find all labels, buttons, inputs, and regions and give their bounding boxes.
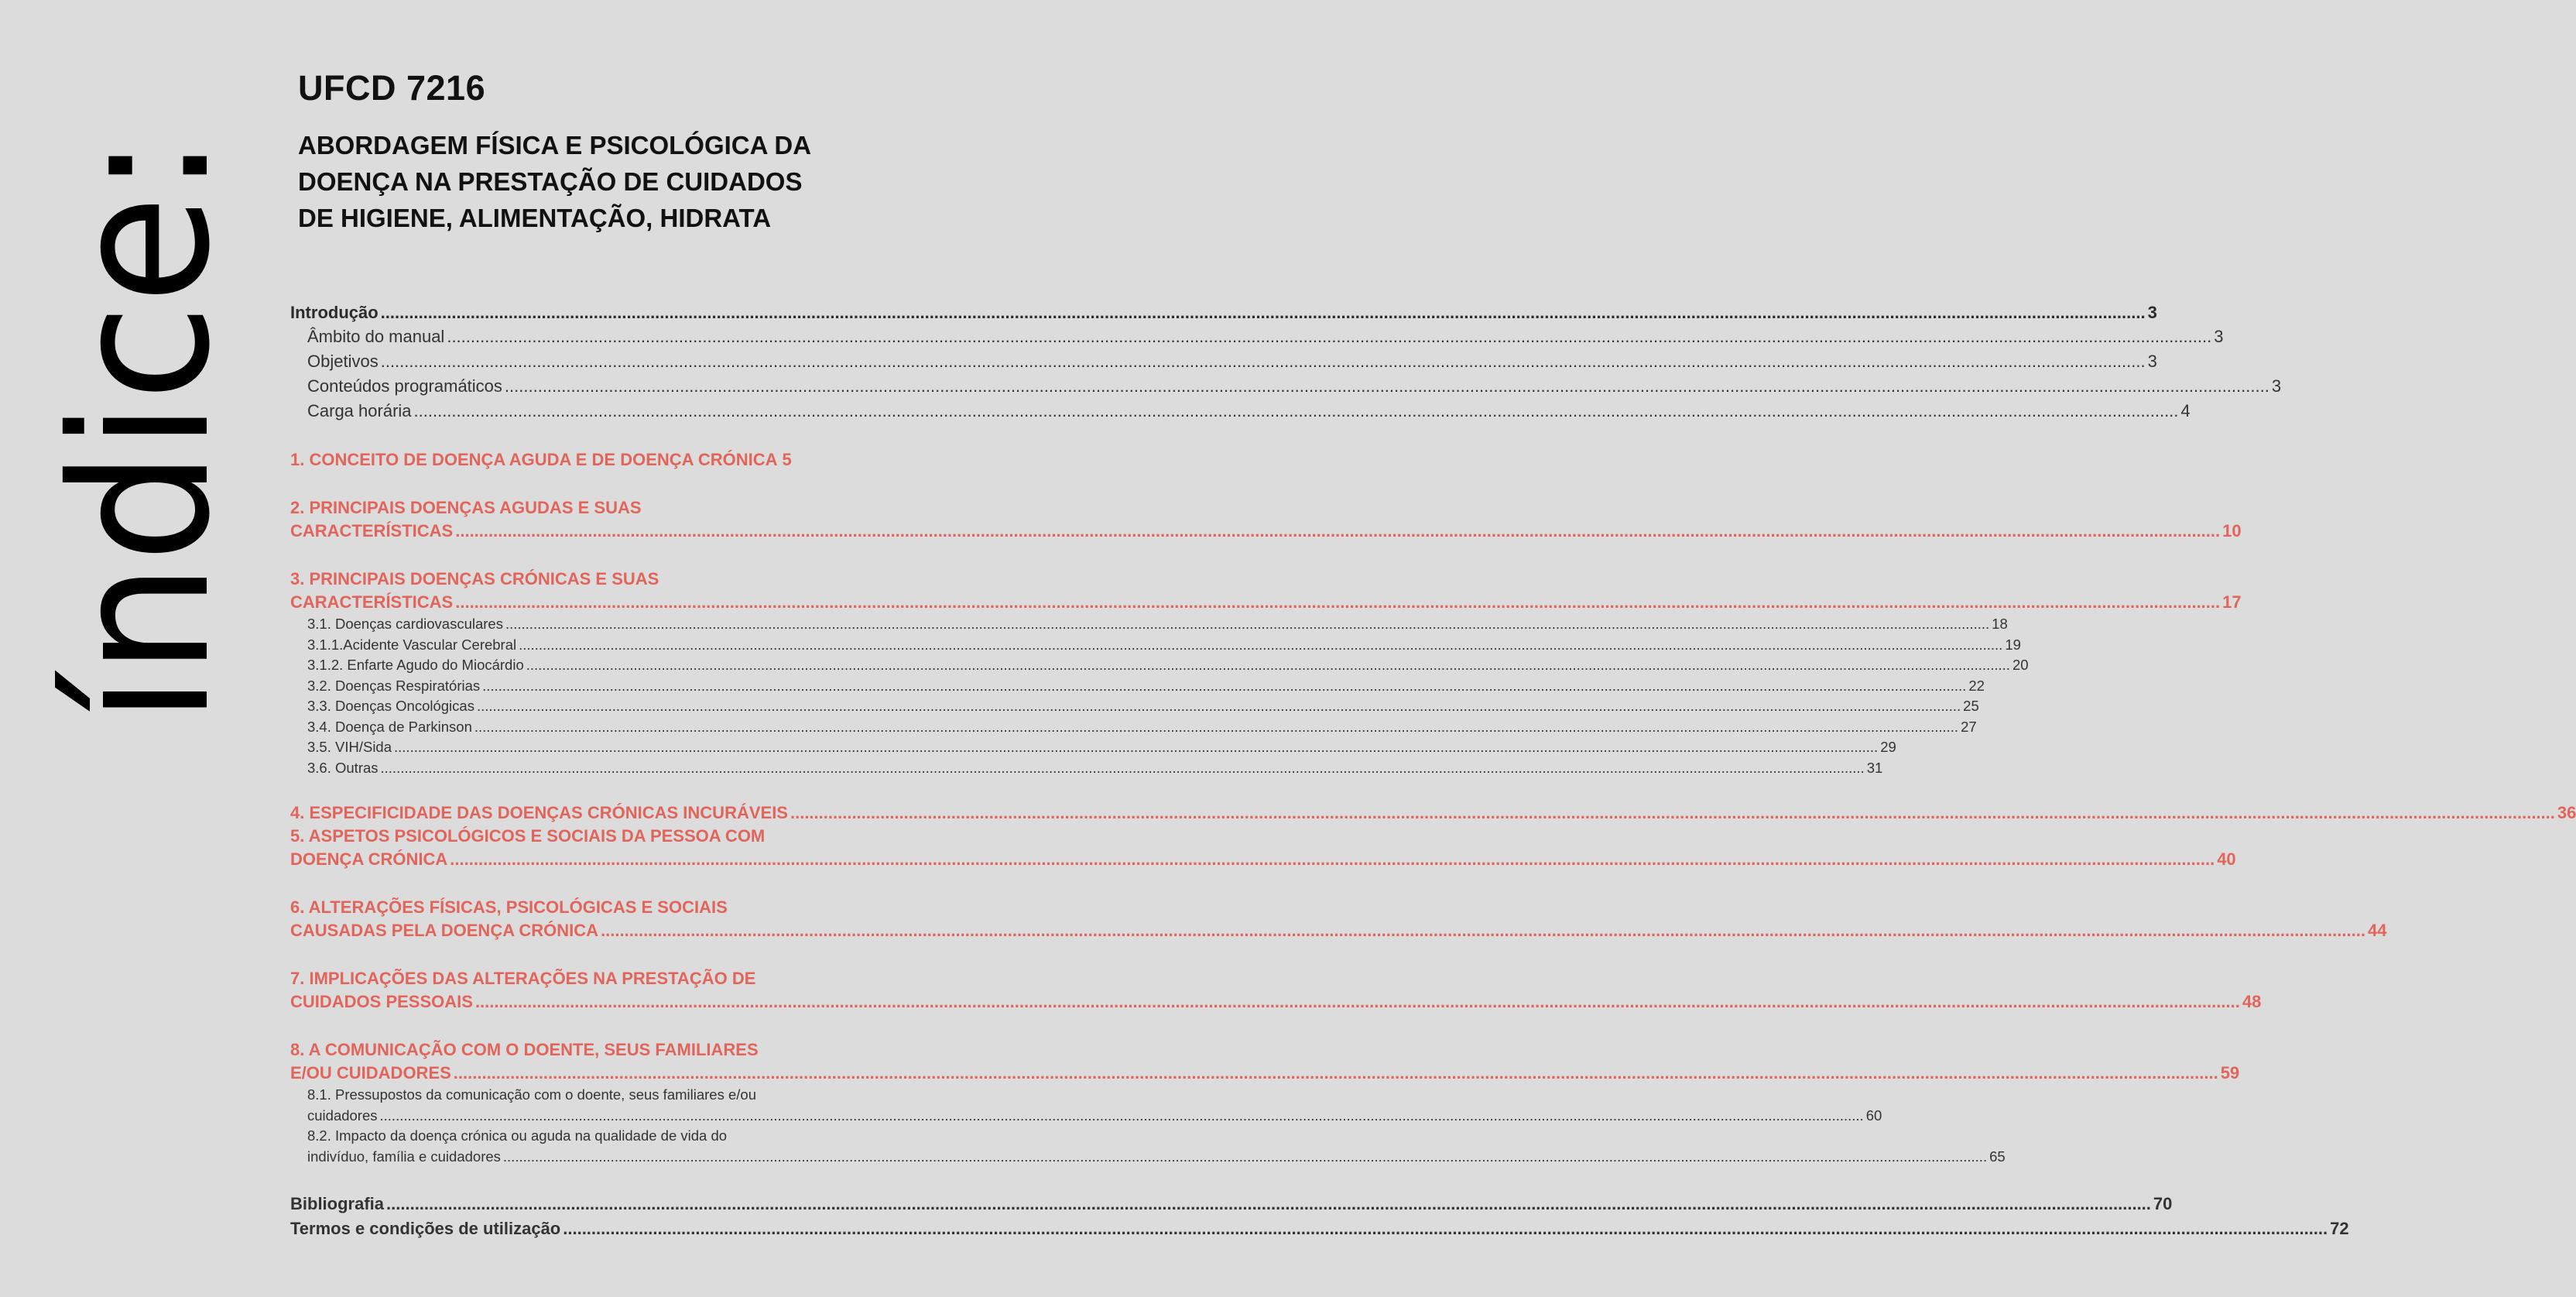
- toc-leader: [450, 848, 2215, 871]
- toc-label: CUIDADOS PESSOAIS: [290, 992, 473, 1011]
- toc-chapter-5[interactable]: [290, 825, 2236, 871]
- side-title-graphic: [31, 93, 252, 1038]
- toc-leader: [601, 919, 2365, 942]
- toc-leader: [505, 374, 2269, 399]
- toc-entry[interactable]: [290, 717, 1977, 738]
- toc-label: 5. ASPETOS PSICOLÓGICOS E SOCIAIS DA PESSOA COM: [290, 826, 766, 846]
- toc-label: Carga horária: [307, 401, 412, 420]
- toc-page: 59: [2220, 1063, 2240, 1083]
- toc-label: 3.4. Doença de Parkinson: [307, 718, 472, 735]
- course-title: [298, 127, 840, 236]
- toc-leader: [381, 349, 2146, 374]
- toc-leader: [414, 399, 2179, 424]
- toc-entry[interactable]: [290, 399, 2191, 424]
- toc-label: 3.1.1.Acidente Vascular Cerebral: [307, 636, 517, 653]
- toc-entry[interactable]: [290, 737, 1896, 758]
- toc-label: 7. IMPLICAÇÕES DAS ALTERAÇÕES NA PRESTAÇÃO DE: [290, 969, 756, 988]
- toc-entry[interactable]: [290, 1126, 2006, 1167]
- toc-page: 70: [2153, 1194, 2173, 1213]
- toc-page: 44: [2367, 921, 2387, 940]
- toc-chapter-3[interactable]: [290, 568, 2242, 614]
- toc-chapter-6[interactable]: [290, 896, 2387, 942]
- toc-entry[interactable]: [290, 635, 2021, 656]
- toc-leader: [455, 520, 2220, 543]
- toc-leader: [475, 990, 2240, 1014]
- toc-label: DOENÇA CRÓNICA: [290, 849, 448, 869]
- toc-page: 29: [1880, 739, 1896, 755]
- toc-label: Conteúdos programáticos: [307, 376, 502, 396]
- toc-label: 1. CONCEITO DE DOENÇA AGUDA E DE DOENÇA CRÓNICA: [290, 450, 778, 469]
- toc-label: Introdução: [290, 303, 379, 322]
- toc-entry[interactable]: [290, 614, 2008, 635]
- toc-label: Objetivos: [307, 352, 379, 371]
- toc-label: indivíduo, família e cuidadores: [307, 1148, 501, 1165]
- toc-label: 4. ESPECIFICIDADE DAS DOENÇAS CRÓNICAS INCURÁVEIS: [290, 803, 788, 822]
- toc-leader: [474, 717, 1958, 738]
- toc-leader: [563, 1216, 2328, 1241]
- toc-label: 3.1. Doenças cardiovasculares: [307, 616, 503, 632]
- toc-page: 22: [1968, 677, 1985, 694]
- course-title-line: DOENÇA NA PRESTAÇÃO DE CUIDADOS: [298, 167, 803, 196]
- toc-label: Termos e condições de utilização: [290, 1219, 561, 1238]
- toc-leader: [505, 614, 1989, 635]
- toc-leader: [386, 1192, 2151, 1216]
- toc-leader: [447, 324, 2211, 349]
- toc-page: 19: [2005, 636, 2021, 653]
- toc-label: cuidadores: [307, 1107, 378, 1124]
- toc-leader: [790, 801, 2555, 825]
- table-of-contents: [290, 300, 2576, 1241]
- toc-page: 72: [2330, 1219, 2349, 1238]
- toc-leader: [454, 1062, 2218, 1085]
- side-title: [31, 93, 252, 1038]
- toc-chapter-1[interactable]: [290, 448, 817, 472]
- toc-page: 3: [2147, 352, 2157, 371]
- toc-label: 6. ALTERAÇÕES FÍSICAS, PSICOLÓGICAS E SOCIAIS: [290, 897, 728, 917]
- toc-page: 40: [2217, 849, 2236, 869]
- toc-page: 10: [2222, 521, 2242, 540]
- toc-page: 27: [1961, 718, 1977, 735]
- toc-page: 3: [2147, 303, 2157, 322]
- toc-leader: [477, 696, 1961, 717]
- toc-leader: [503, 1147, 1987, 1168]
- toc-page: 31: [1866, 759, 1883, 776]
- toc-label: 3.1.2. Enfarte Agudo do Miocárdio: [307, 657, 524, 673]
- side-title-text: índice:: [31, 93, 252, 724]
- toc-entry[interactable]: [290, 696, 1979, 717]
- toc-page: 3: [2214, 327, 2224, 346]
- toc-label: 3.5. VIH/Sida: [307, 739, 392, 755]
- toc-page: 5: [782, 450, 792, 469]
- toc-chapter-7[interactable]: [290, 967, 2262, 1014]
- toc-page: 18: [1992, 616, 2008, 632]
- toc-entry[interactable]: [290, 349, 2157, 374]
- toc-chapter-4[interactable]: [290, 801, 2576, 825]
- toc-leader: [455, 591, 2220, 614]
- toc-entry[interactable]: [290, 758, 1883, 779]
- toc-leader: [519, 635, 2002, 656]
- toc-label: 3.2. Doenças Respiratórias: [307, 677, 481, 694]
- toc-label: 8.1. Pressupostos da comunicação com o doente, seus familiares e/ou: [307, 1086, 756, 1103]
- toc-label: 3. PRINCIPAIS DOENÇAS CRÓNICAS E SUAS: [290, 569, 659, 588]
- toc-label: 8. A COMUNICAÇÃO COM O DOENTE, SEUS FAMILIARES: [290, 1040, 759, 1059]
- toc-leader: [526, 655, 2010, 676]
- course-title-line: ABORDAGEM FÍSICA E PSICOLÓGICA DA: [298, 131, 812, 160]
- toc-page: 3: [2271, 376, 2282, 396]
- toc-label: 3.3. Doenças Oncológicas: [307, 698, 474, 714]
- toc-leader: [381, 300, 2146, 324]
- course-title-line: DE HIGIENE, ALIMENTAÇÃO, HIDRATA: [298, 204, 772, 232]
- toc-label: Bibliografia: [290, 1194, 385, 1213]
- toc-label: CARACTERÍSTICAS: [290, 521, 454, 540]
- toc-entry-introduction[interactable]: [290, 300, 2157, 324]
- toc-leader: [381, 758, 1865, 779]
- toc-leader: [394, 737, 1878, 758]
- toc-page: 36: [2557, 803, 2576, 822]
- toc-entry[interactable]: [290, 374, 2282, 399]
- toc-chapter-2[interactable]: [290, 496, 2242, 543]
- toc-page: 60: [1865, 1107, 1882, 1124]
- toc-chapter-8[interactable]: [290, 1038, 2240, 1085]
- document-header: [298, 68, 840, 236]
- toc-label: Âmbito do manual: [307, 327, 445, 346]
- toc-entry-bibliography[interactable]: [290, 1192, 2173, 1216]
- toc-page: 20: [2012, 657, 2029, 673]
- toc-label: CARACTERÍSTICAS: [290, 592, 454, 612]
- toc-label: CAUSADAS PELA DOENÇA CRÓNICA: [290, 921, 599, 940]
- toc-entry[interactable]: [290, 655, 2029, 676]
- toc-label: E/OU CUIDADORES: [290, 1063, 451, 1083]
- toc-entry-terms[interactable]: [290, 1216, 2349, 1241]
- toc-entry[interactable]: [290, 324, 2224, 349]
- toc-page: 48: [2242, 992, 2262, 1011]
- toc-leader: [380, 1106, 1864, 1127]
- toc-page: 4: [2180, 401, 2191, 420]
- toc-page: 25: [1963, 698, 1979, 714]
- toc-label: 2. PRINCIPAIS DOENÇAS AGUDAS E SUAS: [290, 498, 642, 517]
- toc-entry[interactable]: [290, 1085, 1882, 1126]
- toc-label: 3.6. Outras: [307, 759, 379, 776]
- toc-leader: [482, 676, 1966, 697]
- toc-page: 17: [2222, 592, 2242, 612]
- toc-entry[interactable]: [290, 676, 1985, 697]
- course-code: UFCD 7216: [298, 68, 486, 108]
- toc-label: 8.2. Impacto da doença crónica ou aguda na qualidade de vida do: [307, 1127, 728, 1144]
- toc-page: 65: [1989, 1148, 2006, 1165]
